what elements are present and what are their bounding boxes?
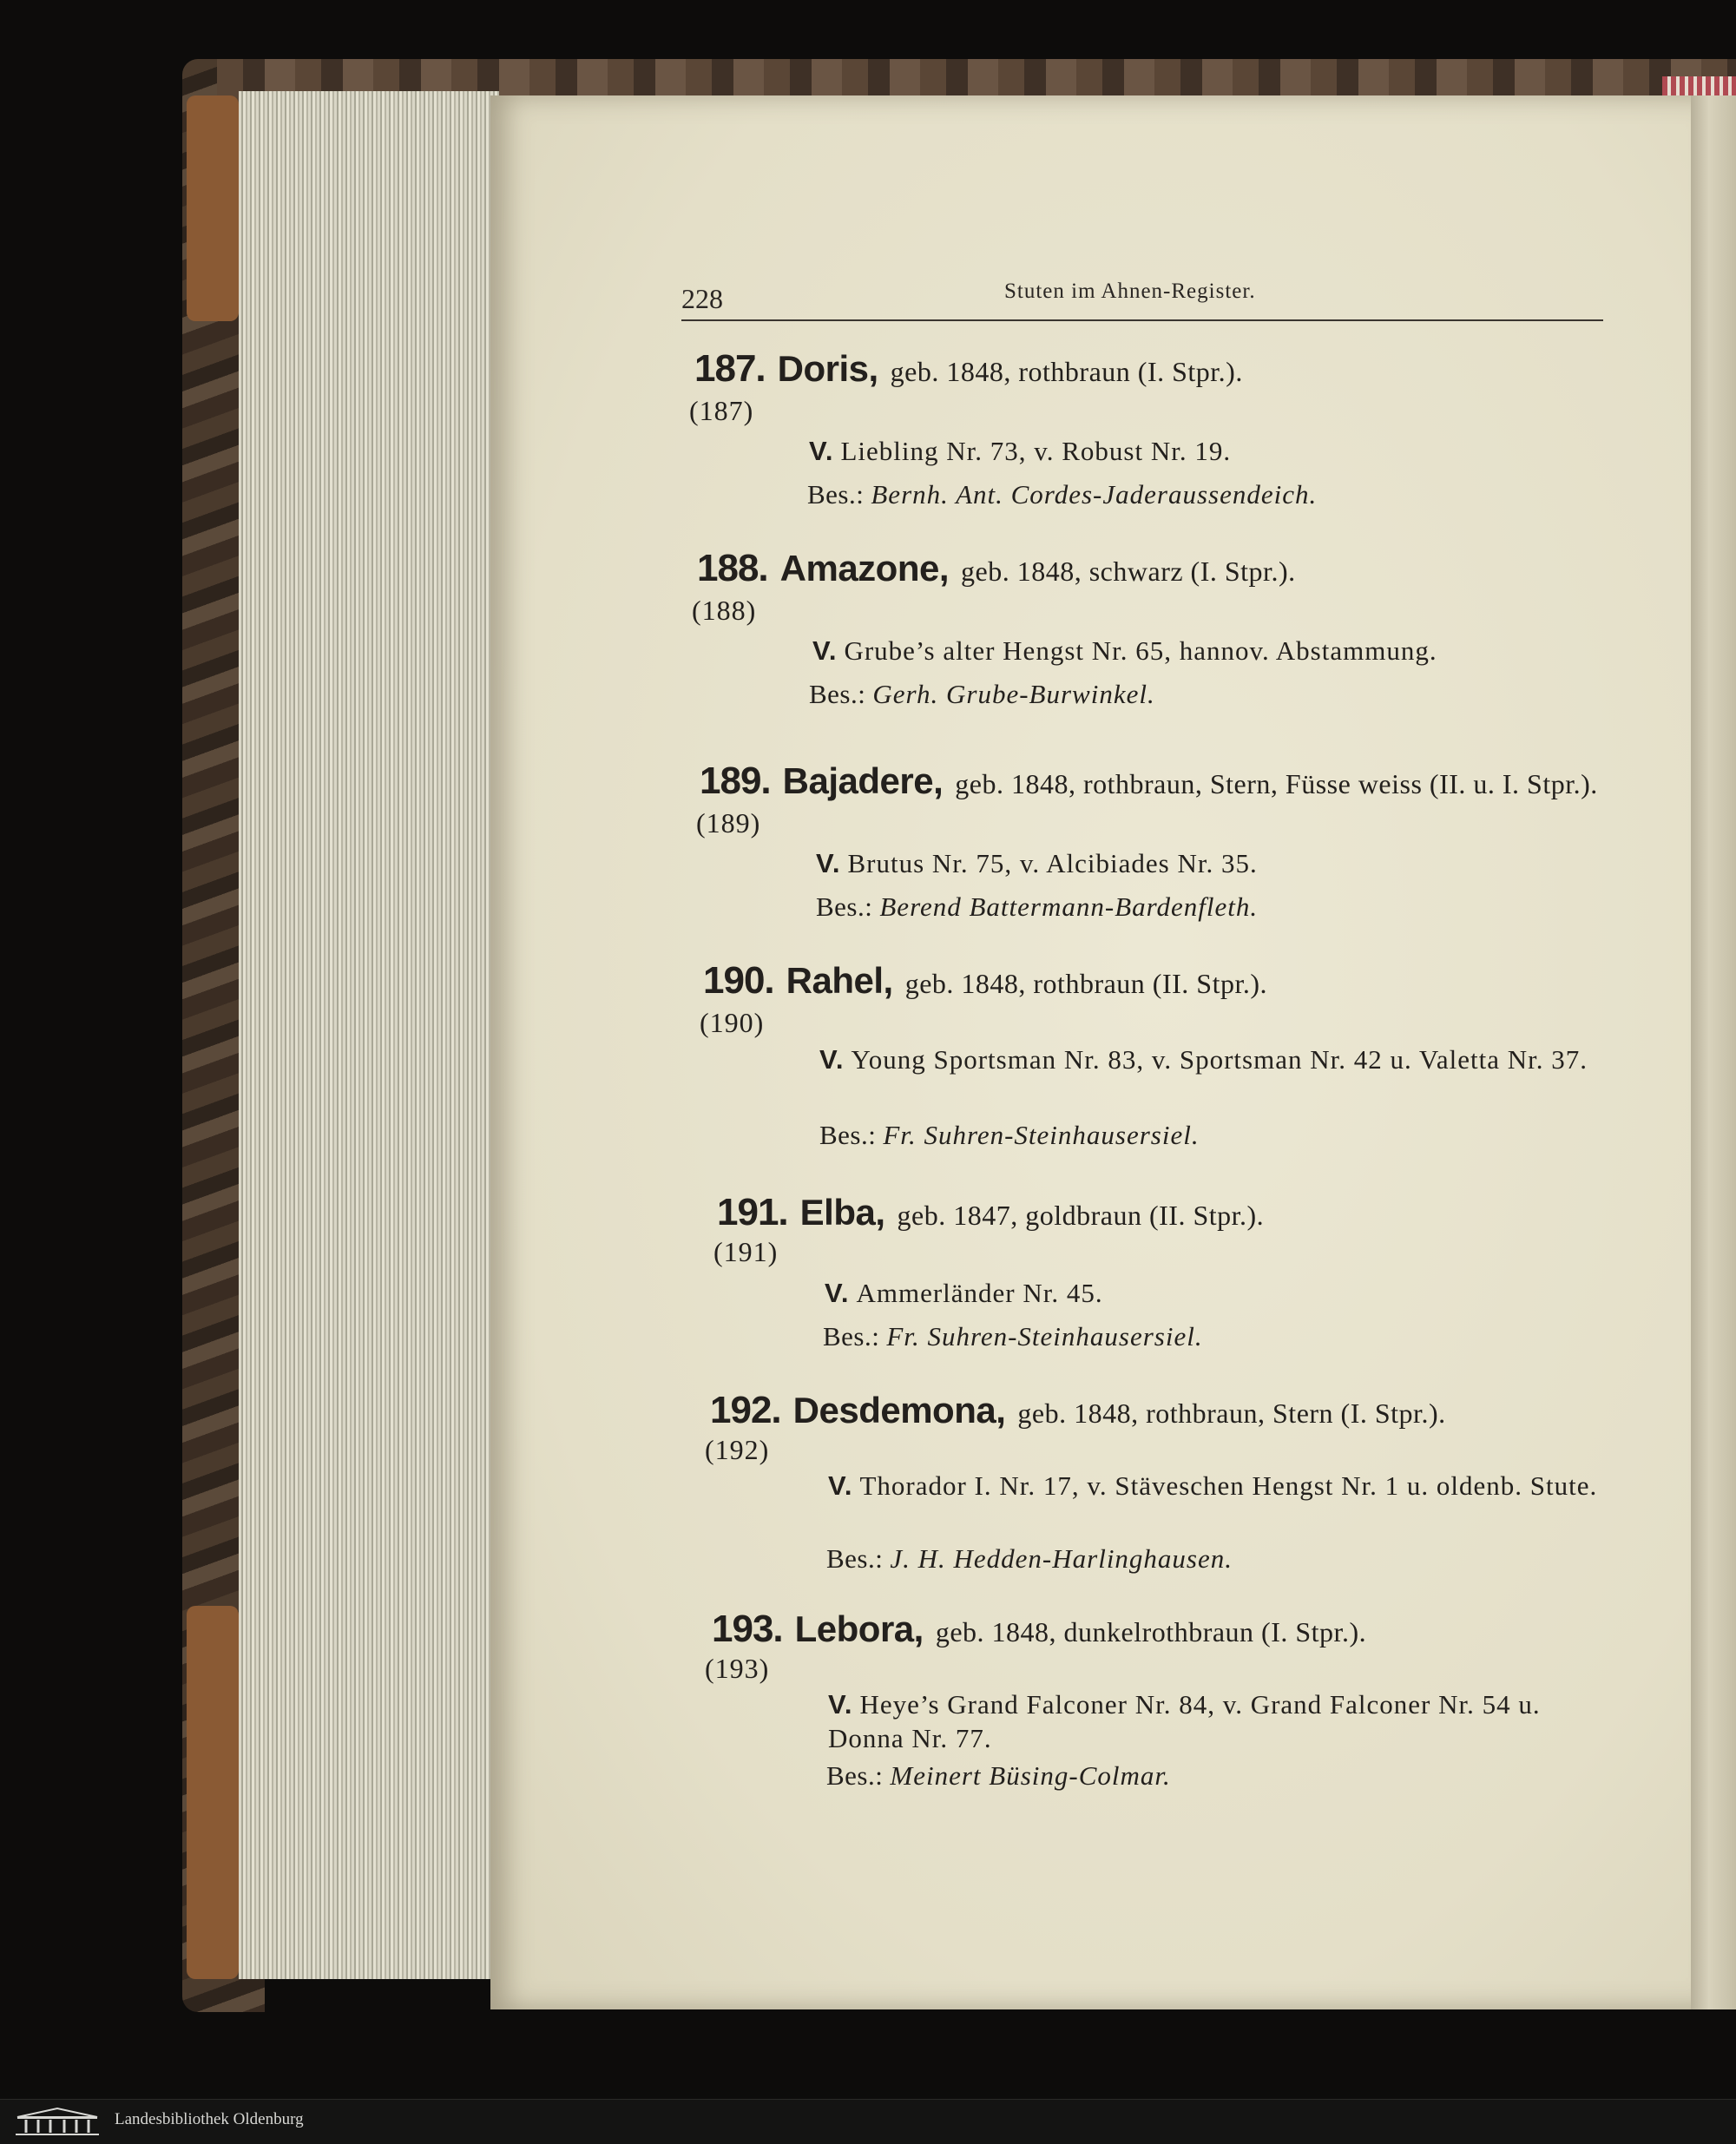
owner-name: Gerh. Grube-Burwinkel. [872,679,1155,709]
entry-number: 188. [697,547,768,589]
entry-heading [712,1608,1366,1651]
leather-corner-bottom [187,1606,239,1979]
entry-description: geb. 1847, goldbraun (II. Stpr.). [897,1200,1265,1231]
owner-label: Bes.: [826,1760,884,1791]
owner-label: Bes.: [819,1120,877,1150]
entry-description: geb. 1848, rothbraun (I. Stpr.). [890,356,1243,387]
entry-owner [807,479,1317,510]
entry-name: Elba, [799,1192,885,1233]
leather-corner-top [187,95,239,321]
entry-heading [703,959,1267,1003]
pedigree-text: Liebling Nr. 73, v. Robust Nr. 19. [840,436,1232,466]
entry-number: 189. [700,760,771,802]
owner-name: J. H. Hedden-Harlinghausen. [890,1543,1233,1574]
owner-label: Bes.: [807,479,865,510]
entry-number: 193. [712,1608,783,1650]
owner-label: Bes.: [816,891,873,922]
v-mark: V. [809,436,834,466]
pedigree-text: Ammerländer Nr. 45. [856,1278,1103,1308]
entry-name: Doris, [777,348,878,389]
entry-description: geb. 1848, rothbraun, Stern, Füsse weiss (II. u. I. Stpr.). [955,768,1598,799]
entry-name: Amazone, [779,548,950,589]
entry-pedigree [809,434,1599,468]
v-mark: V. [816,848,841,878]
library-name[interactable]: Landesbibliothek Oldenburg [115,2110,304,2128]
owner-name: Meinert Büsing-Colmar. [890,1760,1171,1791]
footer-bar [0,2099,1736,2144]
owner-label: Bes.: [826,1543,884,1574]
entry-pedigree [828,1687,1618,1755]
pedigree-text: Young Sportsman Nr. 83, v. Sportsman Nr. 42 u. Valetta Nr. 37. [851,1044,1588,1075]
entry-owner [816,891,1258,923]
v-mark: V. [828,1470,853,1501]
entry-number: 190. [703,959,774,1002]
entry-number: 187. [694,347,766,390]
entry-owner [809,679,1155,710]
entry-reference: (190) [700,1007,765,1038]
entry-pedigree [816,846,1606,880]
entry-heading [700,760,1598,803]
entry-description: geb. 1848, schwarz (I. Stpr.). [961,556,1296,587]
v-mark: V. [812,635,838,666]
page-stack-edges [239,91,499,1979]
entry-name: Lebora, [794,1608,924,1649]
library-building-icon [12,2107,102,2136]
entry-pedigree [828,1469,1618,1503]
pedigree-text: Thorador I. Nr. 17, v. Stäveschen Hengst Nr. 1 u. oldenb. Stute. [859,1470,1598,1501]
entry-heading [717,1191,1264,1234]
entry-reference: (192) [705,1434,770,1465]
entry-reference: (189) [696,807,761,839]
entry-pedigree [812,634,1602,668]
owner-label: Bes.: [809,679,866,709]
entry-reference: (193) [705,1653,770,1684]
owner-name: Bernh. Ant. Cordes-Jaderaussendeich. [871,479,1318,510]
entry-owner [826,1543,1233,1575]
owner-name: Berend Battermann-Bardenfleth. [879,891,1259,922]
entry-pedigree [825,1276,1614,1310]
v-mark: V. [828,1689,853,1720]
entry-owner [826,1760,1171,1792]
entry-reference: (191) [713,1236,779,1267]
entry-reference: (188) [692,595,757,626]
entry-name: Bajadere, [782,760,944,801]
v-mark: V. [819,1044,845,1075]
entry-owner [823,1321,1203,1352]
entry-owner [819,1120,1200,1151]
entry-reference: (187) [689,395,754,426]
running-head: Stuten im Ahnen-Register. [1004,280,1256,303]
entry-number: 191. [717,1191,788,1233]
entry-heading [697,547,1296,590]
entry-name: Desdemona, [792,1390,1006,1430]
page-number: 228 [681,283,723,314]
owner-name: Fr. Suhren-Steinhausersiel. [886,1321,1203,1352]
owner-name: Fr. Suhren-Steinhausersiel. [883,1120,1200,1150]
pedigree-text: Grube’s alter Hengst Nr. 65, hannov. Abstammung. [844,635,1437,666]
entry-description: geb. 1848, dunkelrothbraun (I. Stpr.). [935,1616,1367,1647]
pedigree-text: Brutus Nr. 75, v. Alcibiades Nr. 35. [847,848,1258,878]
entry-heading [710,1389,1446,1432]
entry-description: geb. 1848, rothbraun (II. Stpr.). [904,968,1267,999]
pedigree-text: Heye’s Grand Falconer Nr. 84, v. Grand Falconer Nr. 54 u. Donna Nr. 77. [828,1689,1541,1753]
v-mark: V. [825,1278,850,1308]
owner-label: Bes.: [823,1321,880,1352]
entry-number: 192. [710,1389,781,1431]
entry-description: geb. 1848, rothbraun, Stern (I. Stpr.). [1017,1398,1446,1429]
facing-page-edge [1691,95,1736,2009]
entry-name: Rahel, [786,960,893,1001]
entry-heading [694,347,1243,391]
entry-pedigree [819,1042,1609,1076]
page-header [681,276,1603,321]
